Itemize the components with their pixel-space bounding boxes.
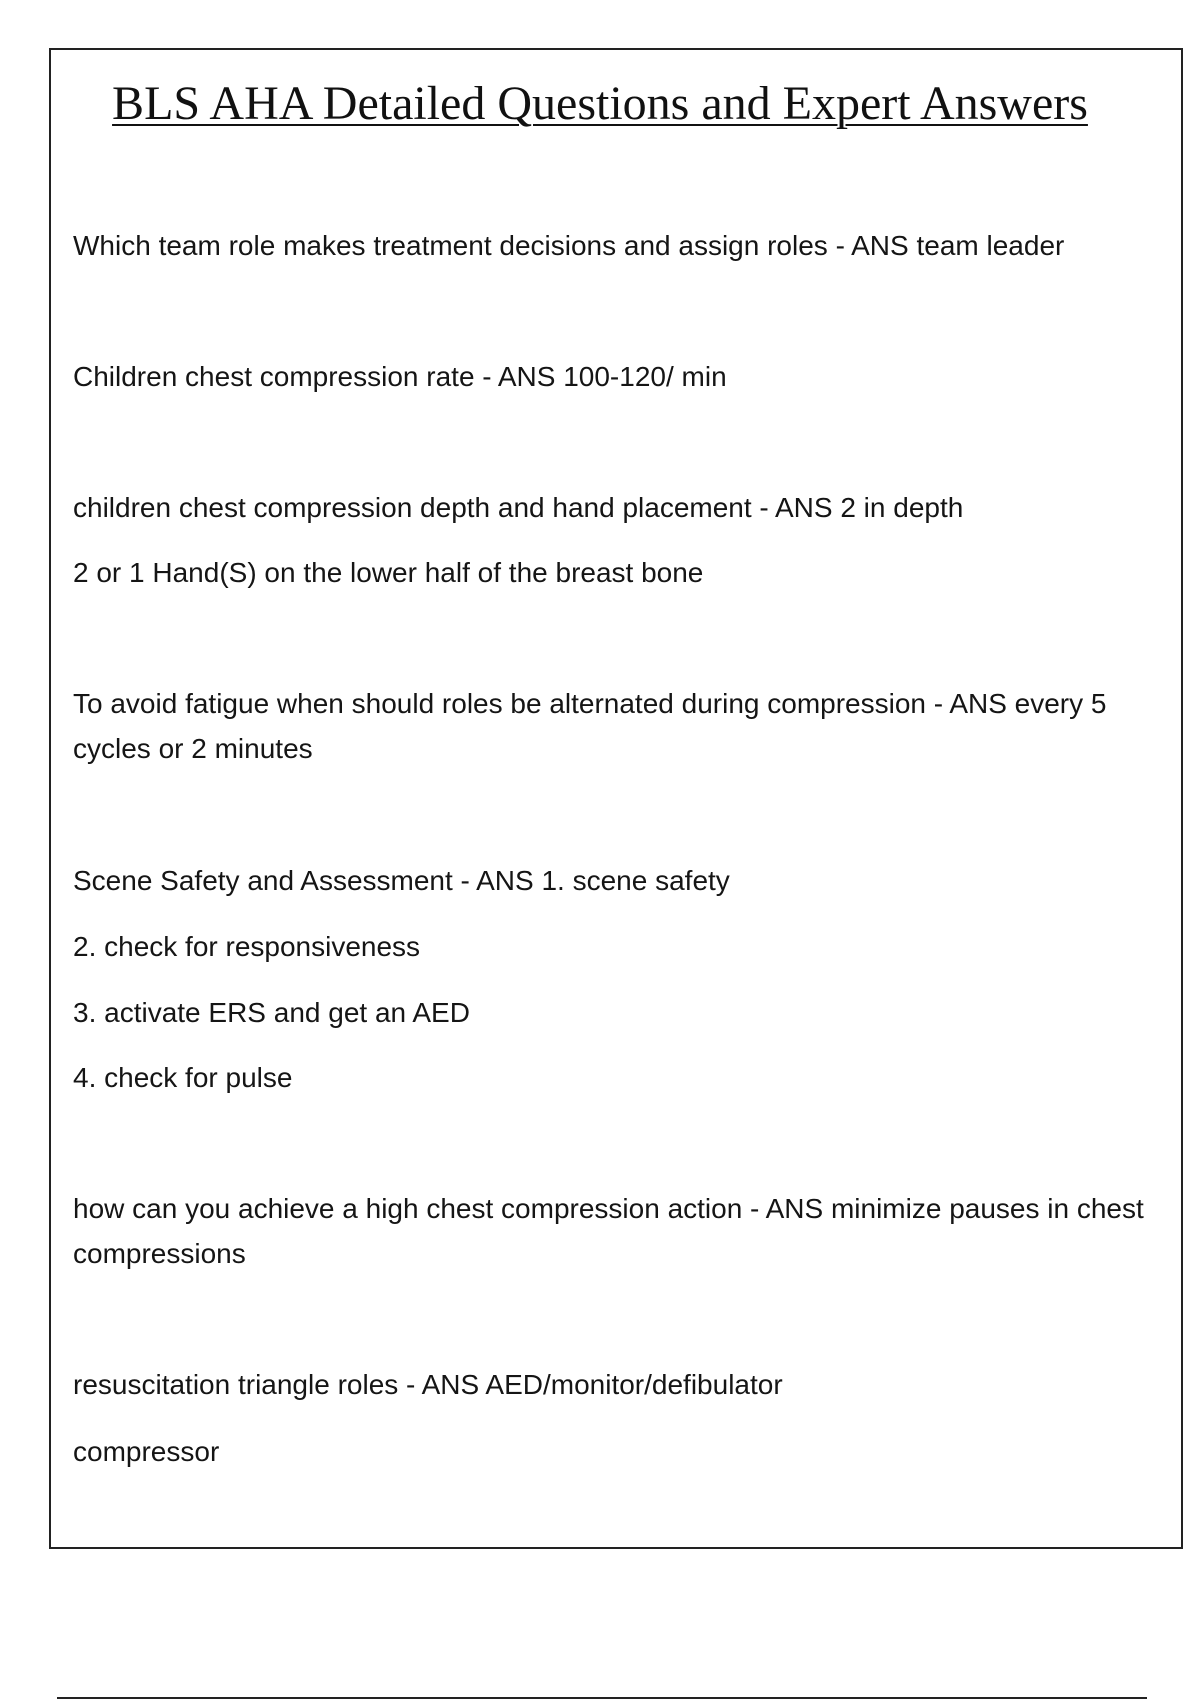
- qa-line-compression-rate: Children chest compression rate - ANS 100-120/ min: [73, 361, 727, 392]
- qa-line-scene-safety: Scene Safety and Assessment - ANS 1. scene safety: [73, 865, 730, 896]
- document-title: BLS AHA Detailed Questions and Expert Answers: [112, 77, 1088, 130]
- footer-rule: [57, 1697, 1147, 1699]
- qa-line-team-leader: Which team role makes treatment decisions and assign roles - ANS team leader: [73, 230, 1065, 261]
- qa-line-compression-depth: children chest compression depth and hand placement - ANS 2 in depth: [73, 492, 964, 523]
- qa-line-hand-placement: 2 or 1 Hand(S) on the lower half of the breast bone: [73, 557, 704, 588]
- qa-line-triangle-roles: resuscitation triangle roles - ANS AED/monitor/defibulator: [73, 1369, 783, 1400]
- qa-line-activate-ers: 3. activate ERS and get an AED: [73, 997, 470, 1028]
- qa-line-responsiveness: 2. check for responsiveness: [73, 931, 421, 962]
- qa-line-role-alternation: To avoid fatigue when should roles be alternated during compression - ANS every 5 cycles or 2 minutes: [73, 688, 1107, 764]
- qa-line-compressor: compressor: [73, 1436, 220, 1467]
- document-frame: [49, 48, 1183, 1549]
- qa-line-check-pulse: 4. check for pulse: [73, 1062, 293, 1093]
- qa-line-high-quality-compression: how can you achieve a high chest compression action - ANS minimize pauses in chest compressions: [73, 1193, 1144, 1269]
